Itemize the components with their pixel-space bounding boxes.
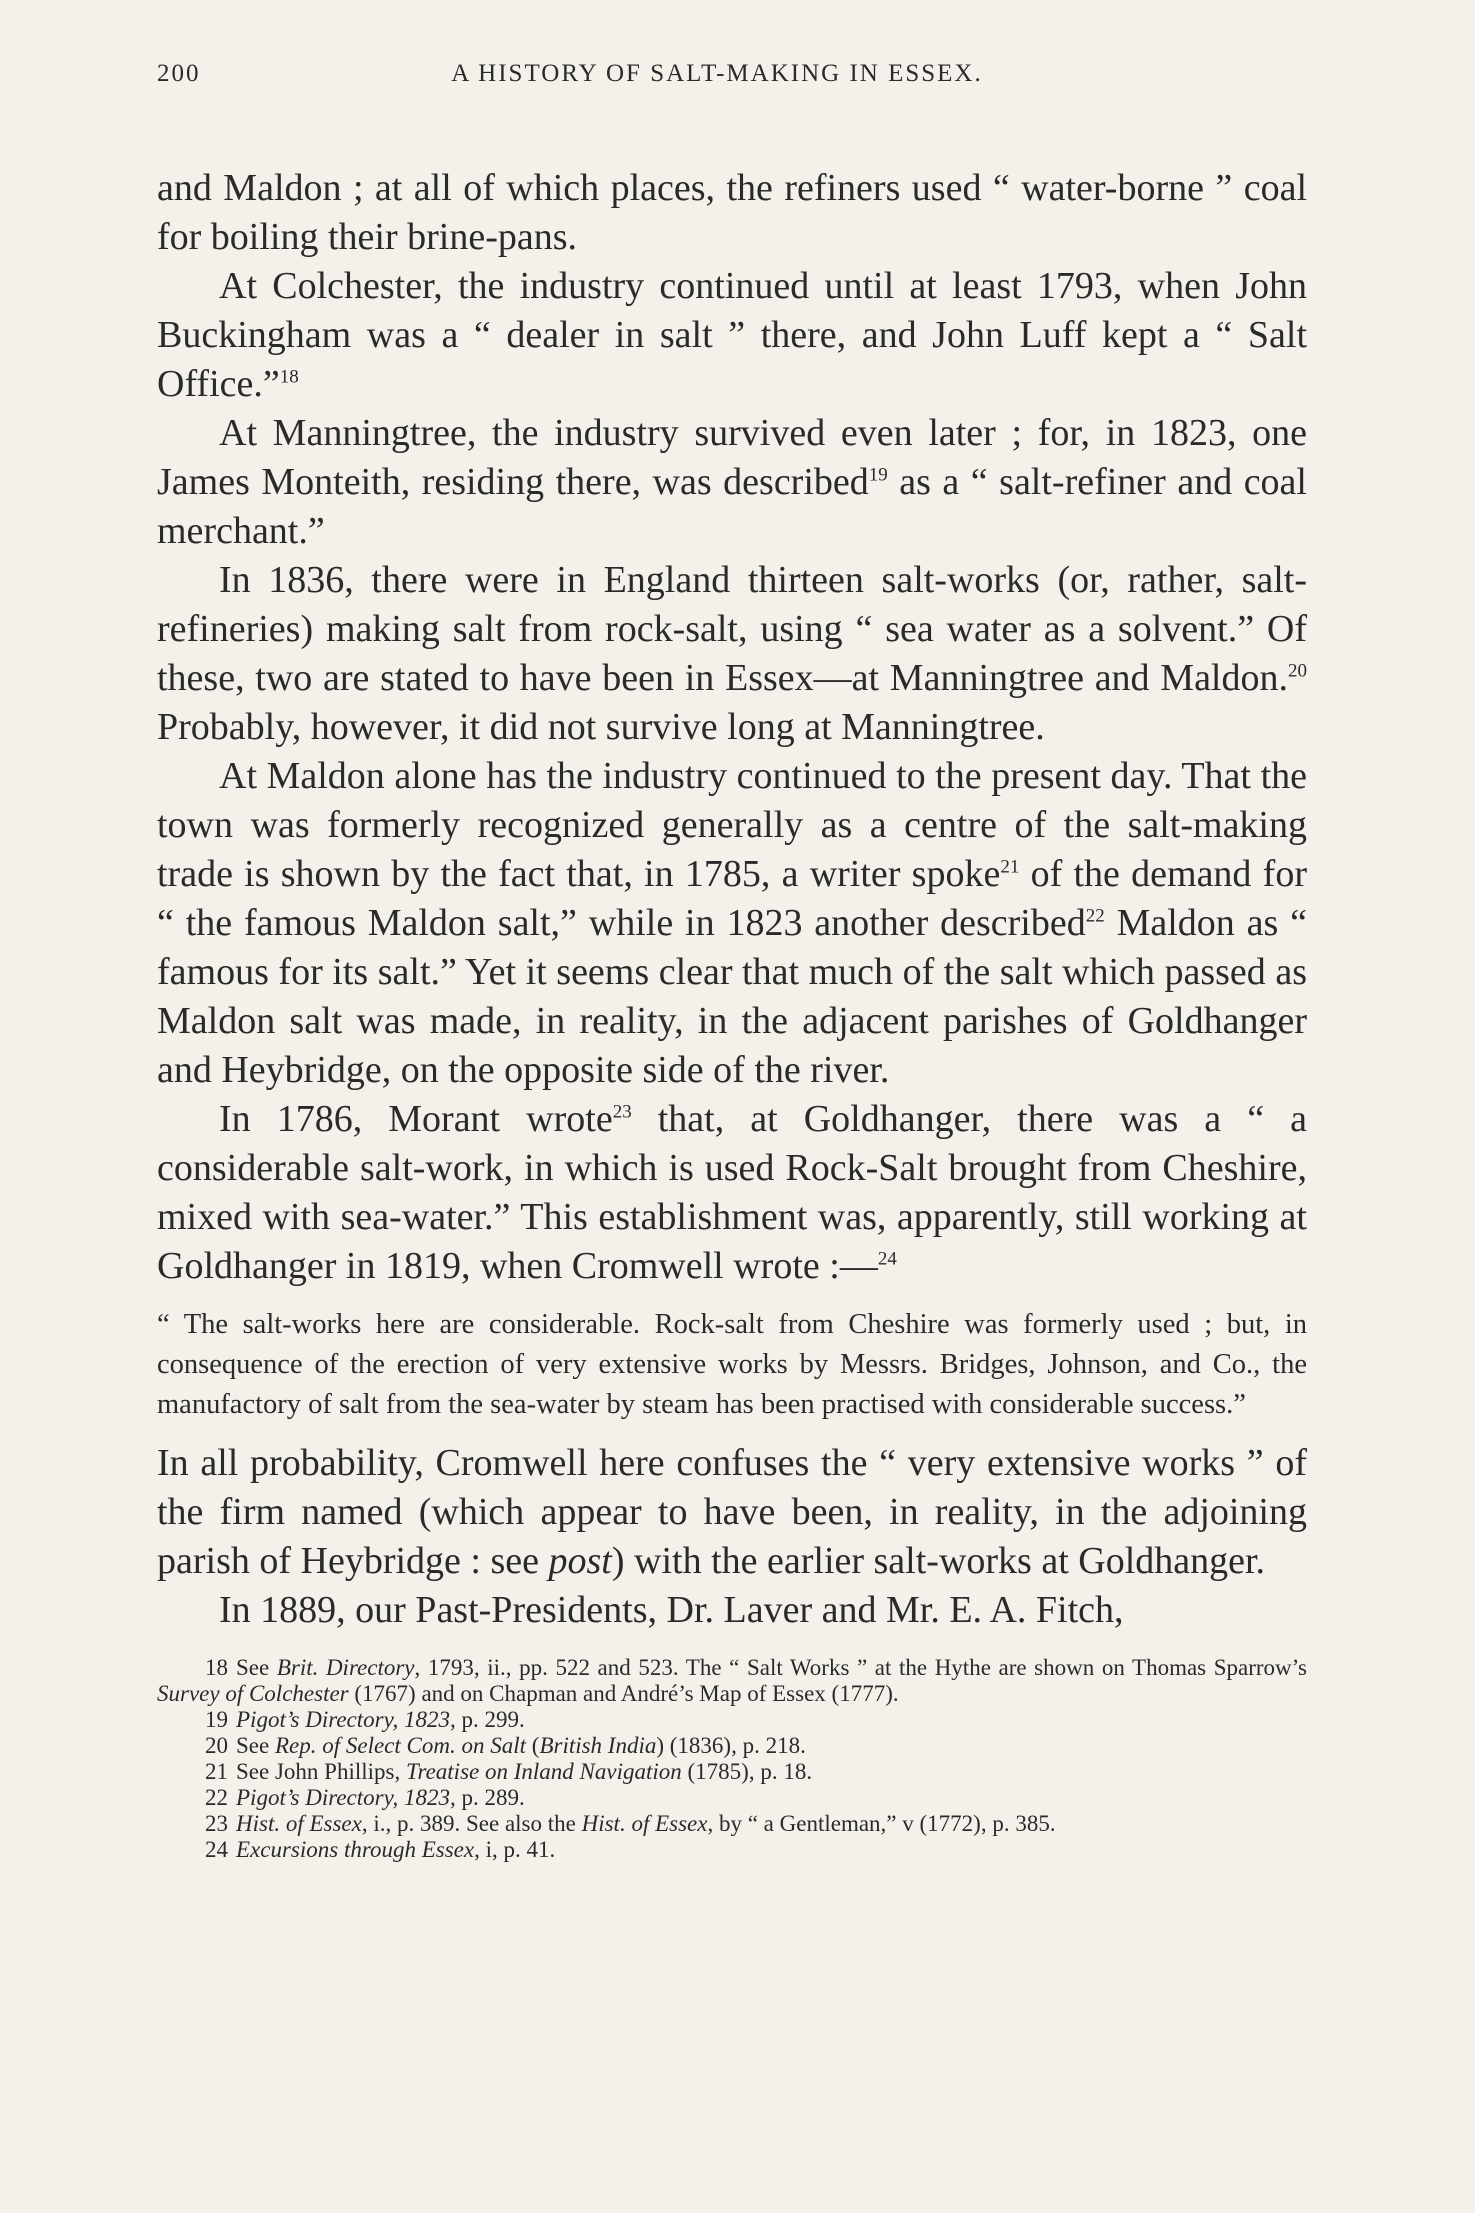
footnote-text: ) (1836), p. 218. [656,1733,806,1758]
footnote-text: , i., p. 389. See also the [361,1811,582,1836]
footnote-number: 22 [205,1785,228,1810]
footnote-italic: Survey of Colchester [157,1681,349,1706]
paragraph-6 [157,1095,1307,1291]
footnote-number: 20 [205,1733,228,1758]
footnote-24 [157,1837,1307,1863]
footnote-italic: Hist. of Essex [236,1811,362,1836]
footnote-number: 23 [205,1811,228,1836]
paragraph-text: At Colchester, the industry continued until at least 1793, when John Buckingham was a “ dealer in salt ” there, and John Luff kept a “ Salt Office.” [157,265,1307,405]
footnote-23 [157,1811,1307,1837]
footnote-text: See [236,1655,277,1680]
footnote-text: , i, p. 41. [474,1837,556,1862]
footnote-number: 24 [205,1837,228,1862]
footnote-ref-23[interactable]: 23 [612,1101,632,1123]
footnote-italic: Treatise on Inland Navigation [405,1759,682,1784]
page [157,60,1307,1863]
page-number: 200 [157,60,201,87]
running-title: A HISTORY OF SALT-MAKING IN ESSEX. [451,60,983,87]
footnote-18 [157,1655,1307,1707]
footnote-ref-19[interactable]: 19 [868,464,888,486]
footnote-number: 18 [205,1655,228,1680]
paragraph-1 [157,164,1307,262]
footnote-text: , p. 299. [450,1707,525,1732]
footnote-20 [157,1733,1307,1759]
footnotes [157,1655,1307,1863]
footnote-italic: Excursions through Essex [236,1837,475,1862]
paragraph-text: At Maldon alone has the industry continued to the present day. That the town was formerly recognized generally as a centre of the salt-making trade is shown by the fact that, in 1785, a writer spoke [157,755,1307,895]
paragraph-text: In all probability, Cromwell here confuses the “ very extensive works ” of the firm named (which appear to have been, in reality, in the adjoining parish of Heybridge : see [157,1442,1307,1582]
footnote-text: See [236,1733,275,1758]
footnote-italic: British India [539,1733,657,1758]
footnote-text: (1785), p. 18. [681,1759,813,1784]
paragraph-text: In 1836, there were in England thirteen salt-works (or, rather, salt-refineries) making salt from rock-salt, using “ sea water as a solvent.” Of these, two are stated to have been in Essex—at Manningtree and Maldon. [157,559,1307,699]
paragraph-text: of the demand for “ the famous Maldon salt,” while in 1823 another described [157,853,1307,944]
footnote-text: , p. 289. [450,1785,525,1810]
footnote-text: See John Phillips, [236,1759,406,1784]
paragraph-4 [157,556,1307,752]
footnote-text: (1767) and on Chapman and André’s Map of Essex (1777). [348,1681,899,1706]
footnote-text: , by “ a Gentleman,” v (1772), p. 385. [707,1811,1056,1836]
paragraph-7 [157,1439,1307,1586]
paragraph-8 [157,1586,1307,1635]
paragraph-text: and Maldon ; at all of which places, the refiners used “ water-borne ” coal for boiling their brine-pans. [157,167,1307,258]
paragraph-3 [157,409,1307,556]
paragraph-text: At Manningtree, the industry survived even later ; for, in 1823, one James Monteith, residing there, was described [157,412,1307,503]
footnote-italic: Hist. of Essex [581,1811,708,1836]
paragraph-text: In 1889, our Past-Presidents, Dr. Laver and Mr. E. A. Fitch, [219,1589,1124,1631]
footnote-ref-20[interactable]: 20 [1288,660,1307,682]
footnote-ref-22[interactable]: 22 [1085,905,1105,927]
paragraph-2 [157,262,1307,409]
footnote-number: 19 [205,1707,228,1732]
footnote-19 [157,1707,1307,1733]
footnote-italic: Pigot’s Directory, 1823 [236,1707,451,1732]
paragraph-text: as a “ salt-refiner and coal merchant.” [157,461,1307,552]
paragraph-5 [157,752,1307,1095]
block-quote: “ The salt-works here are considerable. Rock-salt from Cheshire was formerly used ; but, in consequence of the erection of very extensive works by Messrs. Bridges, Johnson, and Co., the manufactory of salt from the sea-water by steam has been practised with considerable success.” [157,1309,1307,1420]
footnote-italic: Rep. of Select Com. on Salt [274,1733,527,1758]
footnote-ref-18[interactable]: 18 [279,366,299,388]
footnote-21 [157,1759,1307,1785]
paragraph-text: Maldon as “ famous for its salt.” Yet it seems clear that much of the salt which passed as Maldon salt was made, in reality, in the adjacent parishes of Goldhanger and Heybridge, on the opposite side of the river. [157,902,1308,1091]
footnote-text: , 1793, ii., pp. 522 and 523. The “ Salt Works ” at the Hythe are shown on Thomas Sparrow’s [414,1655,1307,1680]
footnote-22 [157,1785,1307,1811]
footnote-text: ( [526,1733,540,1758]
paragraph-text: Probably, however, it did not survive long at Manningtree. [157,706,1045,748]
italic-post: post [548,1540,612,1582]
footnote-number: 21 [205,1759,228,1784]
running-head [157,60,1307,100]
paragraph-text: that, at Goldhanger, there was a “ a considerable salt-work, in which is used Rock-Salt brought from Cheshire, mixed with sea-water.” This establishment was, apparently, still working at Goldhanger in 1819, when Cromwell wrote :— [157,1098,1307,1287]
footnote-italic: Brit. Directory [276,1655,415,1680]
footnote-italic: Pigot’s Directory, 1823 [236,1785,451,1810]
footnote-ref-21[interactable]: 21 [1000,856,1020,878]
paragraph-text: ) with the earlier salt-works at Goldhanger. [611,1540,1266,1582]
paragraph-text: In 1786, Morant wrote [219,1098,613,1140]
footnote-ref-24[interactable]: 24 [877,1248,897,1270]
